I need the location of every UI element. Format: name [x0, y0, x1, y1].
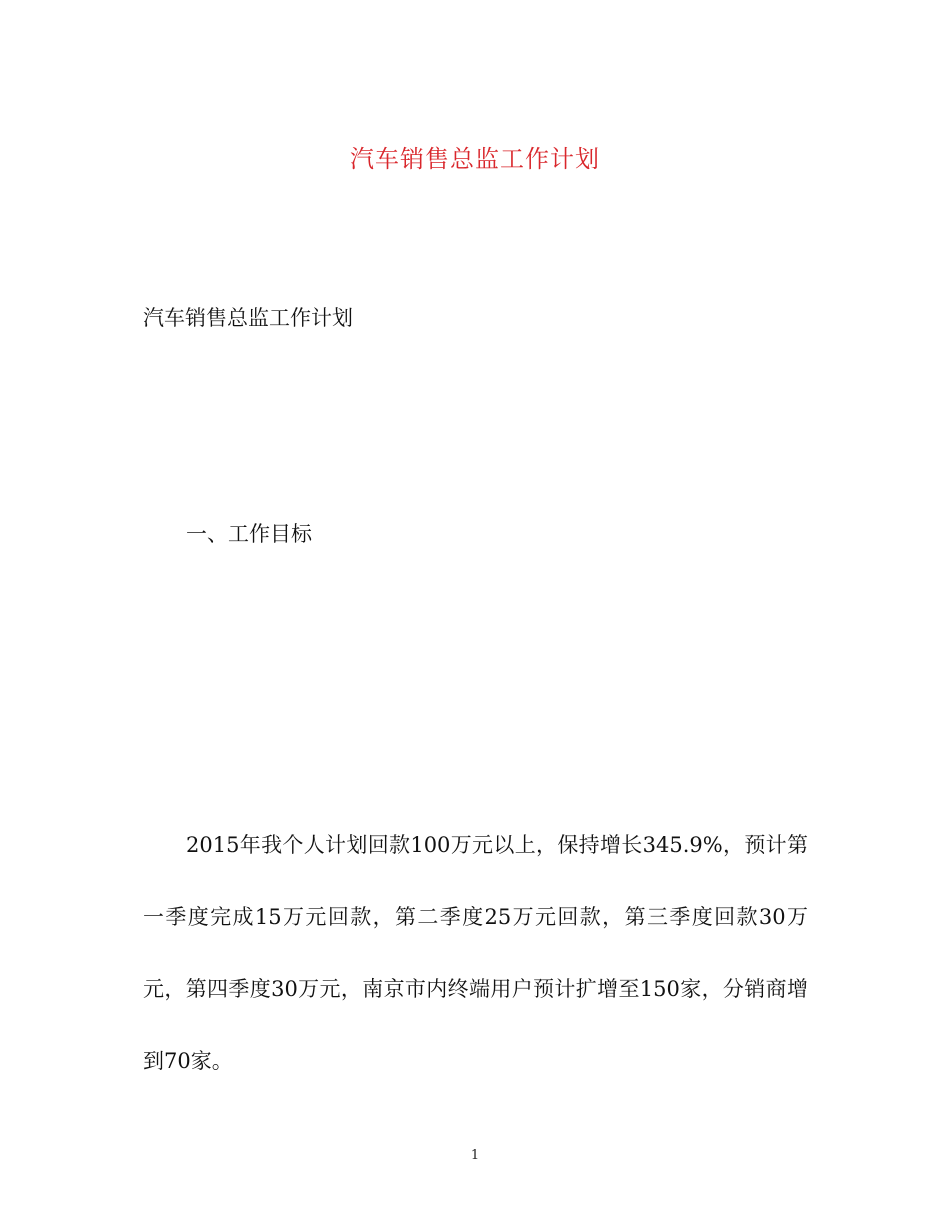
section-heading: 一、工作目标 — [186, 522, 312, 546]
body-paragraph: 2015年我个人计划回款100万元以上，保持增长345.9%，预计第一季度完成15万元回款，第二季度25万元回款，第三季度回款30万元，第四季度30万元，南京市内终端用户预计扩增至150家，分销商增到70家。 — [143, 833, 808, 1073]
document-title: 汽车销售总监工作计划 — [350, 145, 600, 173]
page-number: 1 — [470, 1148, 480, 1163]
document-subtitle: 汽车销售总监工作计划 — [143, 306, 353, 330]
